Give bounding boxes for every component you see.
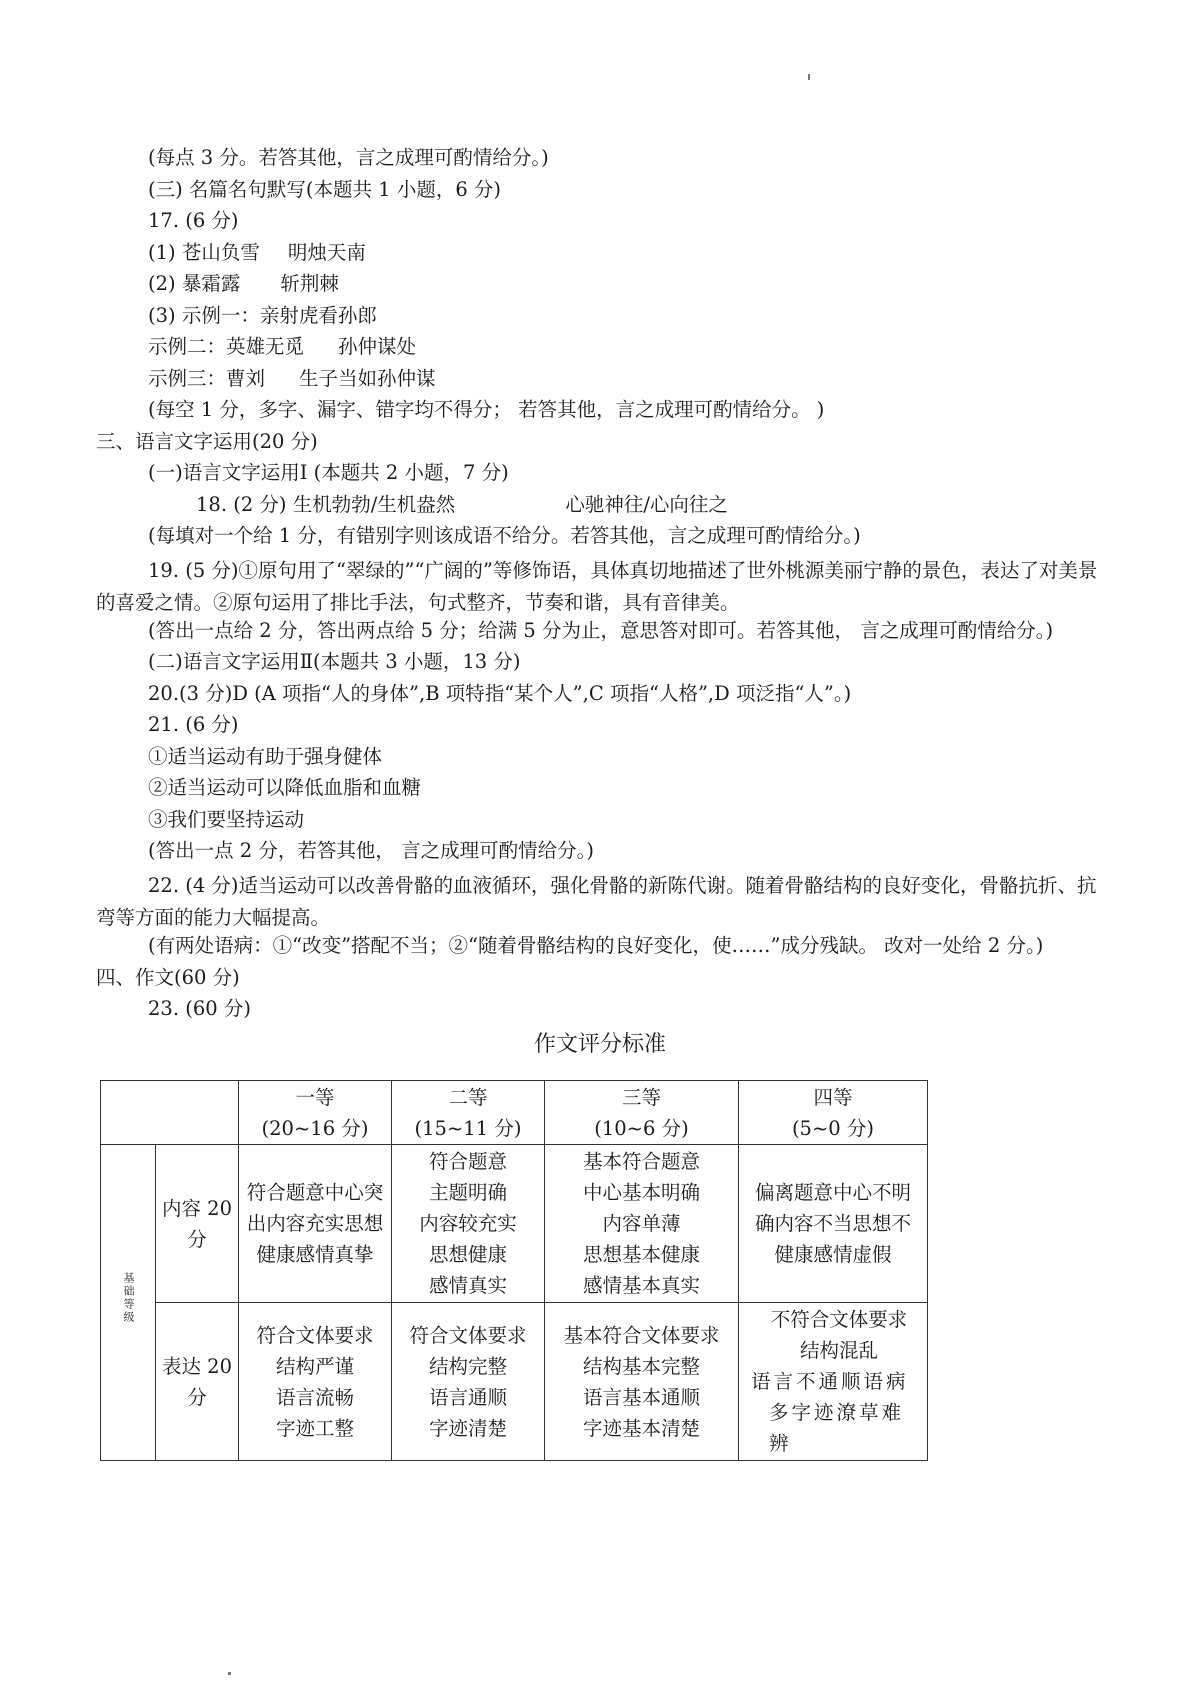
scan-mark	[808, 74, 810, 80]
rubric-cell: 基本符合题意 中心基本明确 内容单薄 思想基本健康 感情基本真实	[545, 1145, 739, 1303]
section-heading-2: (二)语言文字运用Ⅱ(本题共 3 小题，13 分)	[148, 650, 521, 673]
part-heading-3: 三、语言文字运用(20 分)	[96, 430, 318, 453]
question-17: 17. (6 分)	[148, 209, 239, 232]
answer-18: 18. (2 分) 生机勃勃/生机盎然 心驰神往/心向往之	[196, 493, 728, 516]
rubric-title: 作文评分标准	[533, 1032, 666, 1057]
rubric-header-row	[101, 1081, 928, 1145]
rubric-cell: 符合题意中心突 出内容充实思想 健康感情真挚	[239, 1145, 392, 1303]
answer-17-1: (1) 苍山负雪 明烛天南	[148, 241, 366, 264]
rubric-corner-cell	[101, 1081, 239, 1145]
answer-19: 19. (5 分)①原句用了“翠绿的”“广阔的”等修饰语，具体真切地描述了世外桃源美丽宁静的景色，表达了对美景的喜爱之情。②原句运用了排比手法，句式整齐，节奏和谐，具有音律美。	[96, 559, 1098, 614]
scoring-note-18: (每填对一个给 1 分，有错别字则该成语不给分。若答其他，言之成理可酌情给分。)	[148, 524, 861, 547]
scoring-note-1: (每点 3 分。若答其他，言之成理可酌情给分。)	[148, 146, 549, 169]
rubric-cell: 符合题意 主题明确 内容较充实 思想健康 感情真实	[392, 1145, 545, 1303]
answer-17-2: (2) 暴霜露 斩荆棘	[148, 272, 339, 295]
scoring-note-19: (答出一点给 2 分，答出两点给 5 分；给满 5 分为止，意思答对即可。若答其他， 言之成理可酌情给分。)	[148, 619, 1054, 642]
scoring-note-22: (有两处语病：①“改变”搭配不当；②“随着骨骼结构的良好变化，使……”成分残缺。 改对一处给 2 分。)	[148, 934, 1044, 957]
scoring-note-21: (答出一点 2 分，若答其他， 言之成理可酌情给分。)	[148, 839, 594, 862]
section-heading-1: (一)语言文字运用Ⅰ (本题共 2 小题，7 分)	[148, 461, 509, 484]
rubric-cell: 不符合文体要求 结构混乱 语言不通顺语病 多字迹潦草难 辨	[739, 1303, 928, 1461]
answer-21-2: ②适当运动可以降低血脂和血糖	[148, 776, 422, 799]
rubric-header-cell: 四等 (5~0 分)	[739, 1081, 928, 1145]
section-heading-3: (三) 名篇名句默写(本题共 1 小题，6 分)	[148, 178, 502, 201]
answer-17-3: (3) 示例一：亲射虎看孙郎	[148, 304, 377, 327]
scan-mark	[228, 1672, 231, 1675]
rubric-cell: 偏离题意中心不明 确内容不当思想不 健康感情虚假	[739, 1145, 928, 1303]
answer-17-example-3: 示例三：曹刘 生子当如孙仲谋	[148, 367, 436, 390]
question-23: 23. (60 分)	[148, 997, 251, 1020]
rubric-row-label: 表达 20 分	[156, 1303, 239, 1461]
rubric-row-label: 内容 20 分	[156, 1145, 239, 1303]
answer-21-1: ①适当运动有助于强身健体	[148, 745, 383, 768]
rubric-row-expression	[101, 1303, 928, 1461]
answer-20: 20.(3 分)D (A 项指“人的身体”,B 项特指“某个人”,C 项指“人格”,D 项泛指“人”。)	[148, 682, 852, 705]
rubric-header-cell: 一等 (20~16 分)	[239, 1081, 392, 1145]
rubric-cell: 基本符合文体要求 结构基本完整 语言基本通顺 字迹基本清楚	[545, 1303, 739, 1461]
rubric-row-content	[101, 1145, 928, 1303]
rubric-cell: 符合文体要求 结构严谨 语言流畅 字迹工整	[239, 1303, 392, 1461]
rubric-header-cell: 三等 (10~6 分)	[545, 1081, 739, 1145]
part-heading-4: 四、作文(60 分)	[96, 966, 240, 989]
answer-17-example-2: 示例二：英雄无觅 孙仲谋处	[148, 335, 417, 358]
scoring-note-17: (每空 1 分，多字、漏字、错字均不得分； 若答其他，言之成理可酌情给分。 )	[148, 398, 825, 421]
rubric-table	[100, 1080, 928, 1461]
rubric-group-label: 基础等级	[101, 1145, 156, 1461]
question-21: 21. (6 分)	[148, 713, 239, 736]
answer-22: 22. (4 分)适当运动可以改善骨骼的血液循环，强化骨骼的新陈代谢。随着骨骼结构的良好变化，骨骼抗折、抗弯等方面的能力大幅提高。	[96, 874, 1097, 929]
rubric-cell: 符合文体要求 结构完整 语言通顺 字迹清楚	[392, 1303, 545, 1461]
answer-21-3: ③我们要坚持运动	[148, 808, 305, 831]
rubric-header-cell: 二等 (15~11 分)	[392, 1081, 545, 1145]
